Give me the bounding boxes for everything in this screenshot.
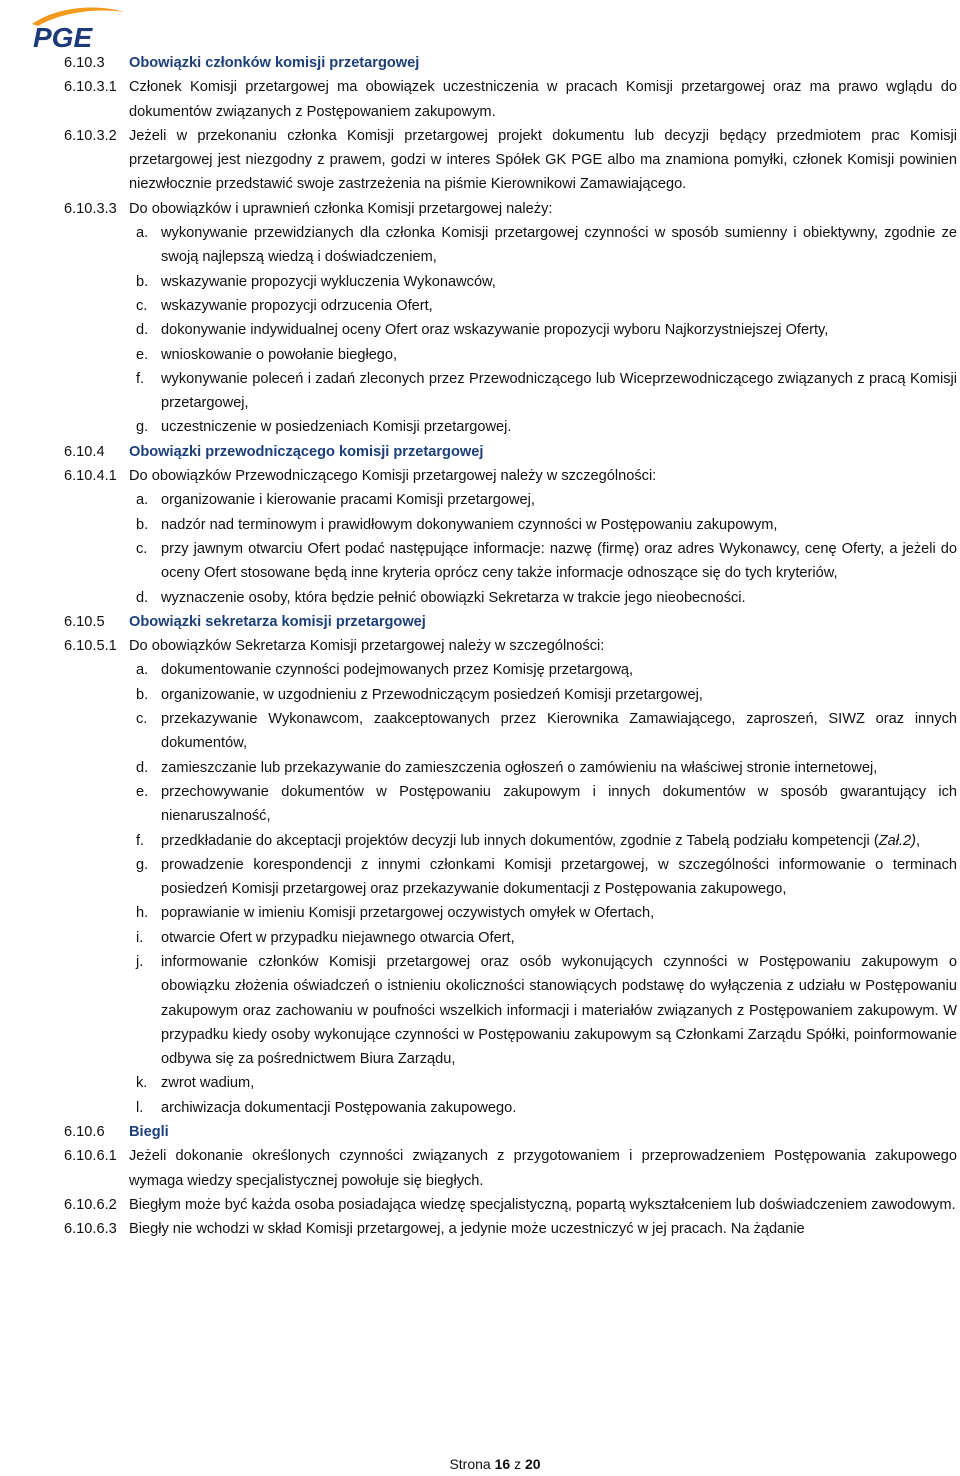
list-item (136, 367, 957, 416)
item-text: wykonywanie przewidzianych dla członka Komisji przetargowej czynności w sposób sumienny i obiektywny, zgodnie ze swoją najlepszą wiedzą i doświadczeniem, (161, 225, 957, 266)
list-item (136, 780, 957, 829)
list-item (136, 853, 957, 902)
item-letter: c. (136, 297, 148, 314)
page-label: Strona (449, 1456, 491, 1472)
list-item (136, 756, 957, 780)
document-body (64, 51, 957, 1242)
item-text: archiwizacja dokumentacji Postępowania zakupowego. (161, 1099, 517, 1116)
paragraph-text: Biegły nie wchodzi w skład Komisji przetargowej, a jedynie może uczestniczyć w jej pracach. Na żądanie (129, 1221, 805, 1238)
paragraph (64, 464, 957, 488)
pge-logo (28, 4, 128, 50)
list-item (136, 537, 957, 586)
section-number: 6.10.4 (64, 443, 105, 460)
paragraph (64, 634, 957, 658)
list-item (136, 926, 957, 950)
paragraph-text: Jeżeli w przekonaniu członka Komisji przetargowej projekt dokumentu lub decyzji będący przedmiotem prac Komisji przetargowej jest niezgodny z prawem, godzi w interes Spółek GK PGE albo ma znamiona pomyłki, członek Komisji powinien niezwłocznie przedstawić swoje zastrzeżenia na piśmie Kierownikowi Zamawiającego. (129, 127, 957, 193)
item-letter: a. (136, 662, 149, 679)
paragraph (64, 1217, 957, 1241)
paragraph (64, 1144, 957, 1193)
list-item (136, 707, 957, 756)
item-letter: j. (136, 953, 144, 970)
paragraph (64, 124, 957, 197)
section-number: 6.10.3 (64, 55, 105, 71)
list-item (136, 415, 957, 439)
paragraph-number: 6.10.3.3 (64, 200, 117, 217)
item-text: organizowanie i kierowanie pracami Komisji przetargowej, (161, 492, 535, 509)
paragraph-text: Do obowiązków Przewodniczącego Komisji przetargowej należy w szczególności: (129, 468, 657, 485)
page-separator: z (514, 1456, 522, 1472)
item-text: dokonywanie indywidualnej oceny Ofert oraz wskazywanie propozycji wyboru Najkorzystniejszej Oferty, (161, 322, 829, 339)
list-item (136, 221, 957, 270)
item-text: prowadzenie korespondencji z innymi członkami Komisji przetargowej, w szczególności informowanie o terminach posiedzeń Komisji przetargowej oraz przekazywanie dokumentacji z Postępowania zakupowego, (161, 856, 957, 898)
paragraph-number: 6.10.4.1 (64, 468, 117, 485)
list-item (136, 950, 957, 1071)
section-title: Obowiązki członków komisji przetargowej (129, 55, 420, 71)
item-text: zwrot wadium, (161, 1075, 255, 1092)
item-letter: g. (136, 419, 149, 436)
section-heading (64, 610, 957, 634)
paragraph-number: 6.10.5.1 (64, 638, 117, 655)
paragraph-text: Do obowiązków i uprawnień członka Komisji przetargowej należy: (129, 200, 553, 217)
item-text: uczestniczenie w posiedzeniach Komisji przetargowej. (161, 419, 512, 436)
item-letter: f. (136, 370, 145, 387)
list-item (136, 294, 957, 318)
paragraph-number: 6.10.6.3 (64, 1221, 117, 1238)
item-letter: c. (136, 540, 148, 557)
item-text: przekazywanie Wykonawcom, zaakceptowanych przez Kierownika Zamawiającego, zaproszeń, SIWZ oraz innych dokumentów, (161, 711, 957, 752)
paragraph-text: Członek Komisji przetargowej ma obowiązek uczestniczenia w pracach Komisji przetargowej oraz ma prawo wglądu do dokumentów związanych z Postępowaniem zakupowym. (129, 79, 957, 120)
item-text: dokumentowanie czynności podejmowanych przez Komisję przetargową, (161, 662, 634, 679)
item-letter: d. (136, 589, 149, 606)
item-list (64, 658, 957, 1120)
paragraph-text: Jeżeli dokonanie określonych czynności związanych z przygotowaniem i przeprowadzeniem Postępowania zakupowego wymaga wiedzy specjalistycznej powołuje się biegłych. (129, 1148, 957, 1189)
paragraph-text: Do obowiązków Sekretarza Komisji przetargowej należy w szczególności: (129, 638, 605, 655)
item-letter: b. (136, 516, 149, 533)
item-letter: c. (136, 711, 148, 728)
item-text: poprawianie w imieniu Komisji przetargowej oczywistych omyłek w Ofertach, (161, 905, 655, 922)
item-letter: g. (136, 856, 149, 873)
item-text: organizowanie, w uzgodnieniu z Przewodniczącym posiedzeń Komisji przetargowej, (161, 686, 703, 703)
item-text: wskazywanie propozycji wykluczenia Wykonawców, (161, 273, 496, 290)
item-letter: b. (136, 686, 149, 703)
section-number: 6.10.6 (64, 1124, 105, 1141)
list-item (136, 901, 957, 925)
item-letter: i. (136, 929, 144, 946)
item-letter: d. (136, 759, 149, 776)
paragraph-number: 6.10.6.1 (64, 1148, 117, 1165)
page-total: 20 (524, 1456, 541, 1472)
paragraph (64, 75, 957, 124)
paragraph (64, 1193, 957, 1217)
list-item (136, 683, 957, 707)
item-text: wnioskowanie o powołanie biegłego, (161, 346, 398, 363)
item-letter: a. (136, 225, 149, 242)
item-text (161, 829, 957, 853)
item-text: nadzór nad terminowym i prawidłowym dokonywaniem czynności w Postępowaniu zakupowym, (161, 516, 778, 533)
list-item (136, 318, 957, 342)
item-text: wyznaczenie osoby, która będzie pełnić obowiązki Sekretarza w trakcie jego nieobecności. (161, 589, 746, 606)
section-title: Biegli (129, 1124, 169, 1141)
list-item (136, 586, 957, 610)
item-letter: f. (136, 832, 145, 849)
item-list (64, 488, 957, 609)
item-list (64, 221, 957, 440)
list-item (136, 270, 957, 294)
list-item (136, 1071, 957, 1095)
item-text: otwarcie Ofert w przypadku niejawnego otwarcia Ofert, (161, 929, 515, 946)
item-letter: e. (136, 783, 149, 800)
paragraph-text: Biegłym może być każda osoba posiadająca wiedzę specjalistyczną, popartą wykształceniem lub doświadczeniem zawodowym. (129, 1196, 956, 1213)
list-item (136, 513, 957, 537)
paragraph-number: 6.10.3.2 (64, 127, 117, 144)
page-footer (0, 1452, 960, 1476)
list-item (136, 488, 957, 512)
list-item (136, 343, 957, 367)
item-text: wykonywanie poleceń i zadań zleconych przez Przewodniczącego lub Wiceprzewodniczącego związanych z pracą Komisji przetargowej, (161, 370, 957, 412)
section-heading (64, 1120, 957, 1144)
item-text: przechowywanie dokumentów w Postępowaniu zakupowym i innych dokumentów w sposób gwarantujący ich nienaruszalność, (161, 783, 957, 825)
section-title: Obowiązki przewodniczącego komisji przetargowej (129, 443, 484, 460)
item-letter: l. (136, 1099, 144, 1116)
item-text: wskazywanie propozycji odrzucenia Ofert, (161, 297, 433, 314)
section-heading (64, 440, 957, 464)
item-letter: k. (136, 1075, 148, 1092)
item-text-main: przedkładanie do akceptacji projektów decyzji lub innych dokumentów, zgodnie z Tabelą podziału kompetencji ( (161, 832, 879, 849)
section-number: 6.10.5 (64, 613, 105, 630)
section-heading (64, 51, 957, 75)
item-letter: d. (136, 322, 149, 339)
list-item (136, 1096, 957, 1120)
paragraph (64, 197, 957, 221)
item-text-tail: , (916, 832, 921, 849)
item-text: informowanie członków Komisji przetargowej oraz osób wykonujących czynności w Postępowaniu zakupowym o obowiązku złożenia oświadczeń o istnieniu okoliczności stanowiących podstawę do wyłączenia z udziału w Postępowaniu zakupowym oraz zachowaniu w poufności wszelkich informacji i materiałów związanych z Postępowaniem zakupowym. W przypadku kiedy osoby wykonujące czynności w Postępowaniu zakupowym są Członkami Zarządu Spółki, poinformowanie odbywa się za pośrednictwem Biura Zarządu, (161, 953, 957, 1068)
page-number: 16 (494, 1456, 511, 1472)
item-letter: b. (136, 273, 149, 290)
item-letter: e. (136, 346, 149, 363)
item-letter: a. (136, 492, 149, 509)
section-title: Obowiązki sekretarza komisji przetargowej (129, 613, 426, 630)
list-item (136, 829, 957, 853)
item-text: przy jawnym otwarciu Ofert podać następujące informacje: nazwę (firmę) oraz adres Wykonawcy, cenę Oferty, a jeżeli do oceny Ofert stosowane będą inne kryteria oprócz ceny także informacje odnoszące się do tych kryteriów, (161, 540, 957, 582)
item-letter: h. (136, 905, 149, 922)
paragraph-number: 6.10.3.1 (64, 79, 117, 96)
paragraph-number: 6.10.6.2 (64, 1196, 117, 1213)
list-item (136, 658, 957, 682)
logo-text: PGE (33, 22, 93, 50)
item-text: zamieszczanie lub przekazywanie do zamieszczenia ogłoszeń o zamówieniu na właściwej stronie internetowej, (161, 759, 878, 776)
attachment-reference: Zał.2) (878, 832, 916, 849)
